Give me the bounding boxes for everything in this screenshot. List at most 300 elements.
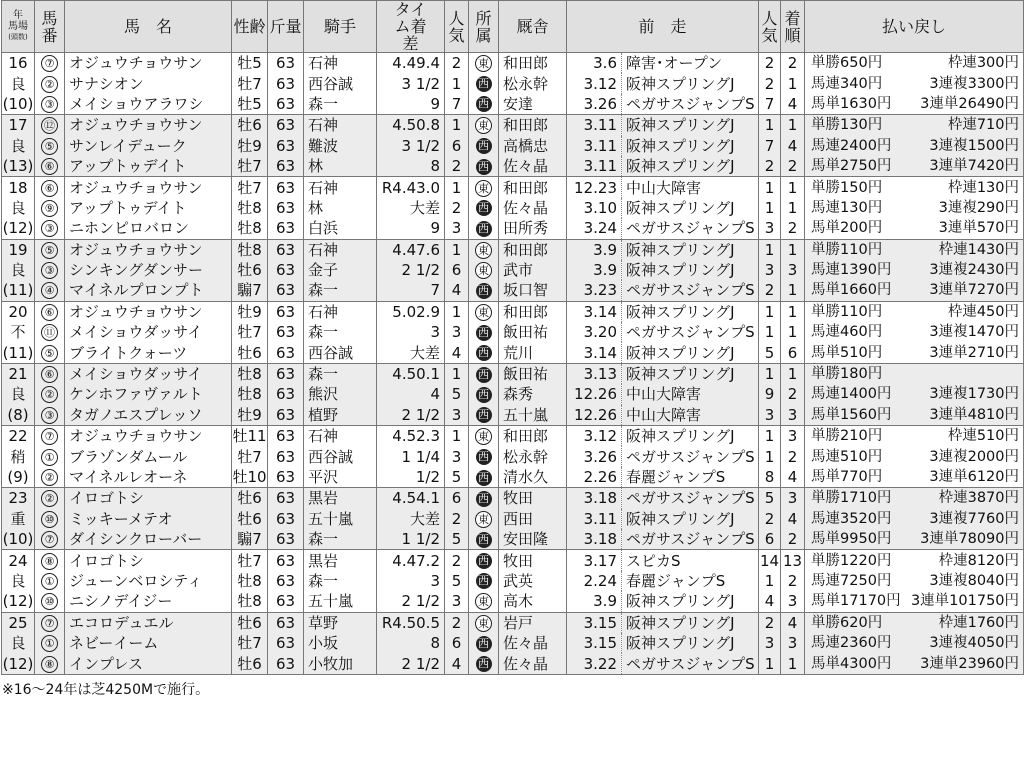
umaban-badge: ② xyxy=(41,386,58,403)
umaban-badge: ⑧ xyxy=(41,656,58,673)
stable: 佐々晶 xyxy=(499,156,567,177)
affiliation-cell xyxy=(469,384,499,404)
horse-name: サンレイデューク xyxy=(65,136,232,156)
popularity: 1 xyxy=(445,363,469,384)
time-margin: 4.52.3 xyxy=(377,426,445,447)
payout-cell xyxy=(805,156,1024,177)
payout-cell xyxy=(805,467,1024,488)
horse-name: ミッキーメテオ xyxy=(65,509,232,529)
prev-popularity: 5 xyxy=(759,488,781,509)
weight: 63 xyxy=(268,156,304,177)
horse-name: シンキングダンサー xyxy=(65,260,232,280)
umaban-badge: ⑥ xyxy=(41,304,58,321)
payout-primary: 単勝110円 xyxy=(811,303,883,320)
horse-name: アップトゥデイト xyxy=(65,156,232,177)
affiliation-cell xyxy=(469,177,499,198)
payout-secondary: 3連単570円 xyxy=(938,220,1020,237)
affiliation-badge: 西 xyxy=(476,138,492,154)
weight: 63 xyxy=(268,488,304,509)
prev-popularity: 2 xyxy=(759,73,781,93)
prev-date: 3.14 xyxy=(567,342,622,363)
weight: 63 xyxy=(268,280,304,301)
horse-name: ケンホファヴァルト xyxy=(65,384,232,404)
umaban-badge: ③ xyxy=(41,262,58,279)
payout-cell xyxy=(805,94,1024,115)
prev-date: 3.23 xyxy=(567,280,622,301)
prev-rank: 1 xyxy=(781,301,805,322)
affiliation-cell xyxy=(469,322,499,342)
weight: 63 xyxy=(268,53,304,74)
affiliation-badge: 西 xyxy=(476,387,492,403)
payout-secondary: 3連複1470円 xyxy=(929,324,1020,341)
table-row xyxy=(2,322,1024,342)
prev-race: 阪神スプリングJ xyxy=(622,73,759,93)
affiliation-badge: 東 xyxy=(475,615,492,632)
popularity: 7 xyxy=(445,94,469,115)
popularity: 1 xyxy=(445,177,469,198)
popularity: 3 xyxy=(445,591,469,612)
prev-popularity: 2 xyxy=(759,509,781,529)
weight: 63 xyxy=(268,653,304,674)
horse-name: ダイシンクローバー xyxy=(65,529,232,550)
payout-primary: 馬連3520円 xyxy=(811,510,892,527)
prev-rank: 1 xyxy=(781,653,805,674)
payout-cell xyxy=(805,218,1024,239)
race-year: 23 xyxy=(2,488,35,509)
table-row xyxy=(2,405,1024,426)
payout-primary: 馬連130円 xyxy=(811,199,883,216)
sex-age: 牡9 xyxy=(232,301,268,322)
weight: 63 xyxy=(268,115,304,136)
jockey: 石神 xyxy=(304,115,377,136)
weight: 63 xyxy=(268,384,304,404)
table-row xyxy=(2,73,1024,93)
affiliation-cell xyxy=(469,301,499,322)
prev-date: 3.11 xyxy=(583,509,617,528)
table-header xyxy=(2,1,1024,53)
horse-name: オジュウチョウサン xyxy=(65,301,232,322)
weight: 63 xyxy=(268,342,304,363)
umaban-badge: ② xyxy=(41,76,58,93)
affiliation-cell xyxy=(469,218,499,239)
prev-popularity: 7 xyxy=(759,136,781,156)
stable: 和田郎 xyxy=(499,301,567,322)
stable: 荒川 xyxy=(499,342,567,363)
prev-date: 3.9 xyxy=(593,261,617,280)
sex-age: 騸7 xyxy=(232,529,268,550)
affiliation-cell xyxy=(469,467,499,488)
stable: 安達 xyxy=(499,94,567,115)
sex-age: 牡8 xyxy=(232,363,268,384)
umaban-badge: ⑦ xyxy=(41,531,58,548)
race-track: 稍 xyxy=(2,446,35,466)
time-margin: R4.43.0 xyxy=(377,177,445,198)
payout-secondary: 枠連300円 xyxy=(947,55,1020,72)
results-table xyxy=(1,0,1024,675)
payout-primary: 馬単200円 xyxy=(811,220,883,237)
payout-cell xyxy=(805,53,1024,74)
prev-date: 3.9 xyxy=(593,240,617,259)
payout-secondary: 3連複1730円 xyxy=(929,386,1020,403)
umaban-cell xyxy=(35,136,65,156)
umaban-cell xyxy=(35,53,65,74)
prev-date: 12.26 xyxy=(567,405,622,426)
umaban-badge: ① xyxy=(41,573,58,590)
prev-race: 中山大障害 xyxy=(622,177,759,198)
stable: 松永幹 xyxy=(499,446,567,466)
umaban-cell xyxy=(35,218,65,239)
table-row xyxy=(2,653,1024,674)
payout-primary: 馬単9950円 xyxy=(811,531,892,548)
prev-race: 阪神スプリングJ xyxy=(622,136,759,156)
sex-age: 牡6 xyxy=(232,653,268,674)
prev-date: 3.20 xyxy=(583,323,617,342)
payout-primary: 馬単2750円 xyxy=(811,158,892,175)
affiliation-cell xyxy=(469,156,499,177)
race-count: (11) xyxy=(2,343,34,362)
horse-name: イロゴトシ xyxy=(65,550,232,571)
jockey: 林 xyxy=(304,156,377,177)
affiliation-cell xyxy=(469,342,499,363)
table-row xyxy=(2,198,1024,218)
payout-secondary: 枠連8120円 xyxy=(938,552,1020,569)
prev-race: 阪神スプリングJ xyxy=(622,426,759,447)
weight: 63 xyxy=(268,446,304,466)
popularity: 4 xyxy=(445,280,469,301)
footnote: ※16〜24年は芝4250Mで施行。 xyxy=(2,681,210,698)
jockey: 草野 xyxy=(304,612,377,633)
prev-race: 阪神スプリングJ xyxy=(622,301,759,322)
horse-name: メイショウダッサイ xyxy=(65,363,232,384)
header-payout: 払い戻し xyxy=(805,1,1024,53)
header-year: 年 馬場 (頭数) xyxy=(2,1,35,53)
umaban-badge: ⑥ xyxy=(41,366,58,383)
umaban-cell xyxy=(35,509,65,529)
jockey: 黒岩 xyxy=(304,488,377,509)
weight: 63 xyxy=(268,550,304,571)
sex-age: 牡8 xyxy=(232,591,268,612)
payout-primary: 単勝150円 xyxy=(811,179,883,196)
payout-cell xyxy=(805,550,1024,571)
race-year: 22 xyxy=(2,426,35,447)
payout-primary: 単勝210円 xyxy=(811,428,883,445)
prev-popularity: 1 xyxy=(759,177,781,198)
prev-popularity: 2 xyxy=(759,156,781,177)
affiliation-badge: 東 xyxy=(475,242,492,259)
prev-race: 中山大障害 xyxy=(622,384,759,404)
race-count: (12) xyxy=(2,654,34,673)
affiliation-badge: 西 xyxy=(476,96,492,112)
popularity: 2 xyxy=(445,509,469,529)
payout-cell xyxy=(805,405,1024,426)
payout-cell xyxy=(805,426,1024,447)
prev-popularity: 1 xyxy=(759,198,781,218)
popularity: 3 xyxy=(445,446,469,466)
sex-age: 騸7 xyxy=(232,280,268,301)
jockey: 小牧加 xyxy=(304,653,377,674)
time-margin: 4.50.8 xyxy=(377,115,445,136)
sex-age: 牡6 xyxy=(232,115,268,136)
table-row xyxy=(2,156,1024,177)
affiliation-badge: 西 xyxy=(476,656,492,672)
affiliation-badge: 西 xyxy=(476,470,492,486)
prev-rank: 1 xyxy=(781,363,805,384)
header-stable: 厩舎 xyxy=(499,1,567,53)
umaban-badge: ③ xyxy=(41,407,58,424)
affiliation-badge: 西 xyxy=(476,573,492,589)
race-year: 17 xyxy=(2,115,35,136)
jockey: 植野 xyxy=(304,405,377,426)
table-row xyxy=(2,571,1024,591)
stable: 和田郎 xyxy=(499,177,567,198)
umaban-badge: ⑧ xyxy=(41,553,58,570)
prev-date: 3.14 xyxy=(583,302,617,321)
weight: 63 xyxy=(268,218,304,239)
prev-date: 3.11 xyxy=(567,156,622,177)
affiliation-cell xyxy=(469,53,499,74)
time-margin: 1 1/2 xyxy=(377,529,445,550)
prev-date: 3.11 xyxy=(583,136,617,155)
header-horse: 馬 名 xyxy=(65,1,232,53)
race-count: (10) xyxy=(2,94,34,113)
weight: 63 xyxy=(268,136,304,156)
prev-race: 障害･オープン xyxy=(622,53,759,74)
prev-date: 3.26 xyxy=(583,447,617,466)
race-track: 重 xyxy=(2,509,35,529)
popularity: 2 xyxy=(445,156,469,177)
horse-name: アップトゥデイト xyxy=(65,198,232,218)
race-track: 良 xyxy=(2,571,35,591)
prev-race: ペガサスジャンプS xyxy=(622,322,759,342)
affiliation-cell xyxy=(469,529,499,550)
payout-primary: 馬連1390円 xyxy=(811,262,892,279)
umaban-cell xyxy=(35,198,65,218)
payout-cell xyxy=(805,239,1024,260)
payout-primary: 馬連1400円 xyxy=(811,386,892,403)
prev-popularity: 2 xyxy=(759,280,781,301)
payout-secondary: 3連複290円 xyxy=(938,199,1020,216)
horse-name: メイショウアラワシ xyxy=(65,94,232,115)
affiliation-badge: 西 xyxy=(476,636,492,652)
prev-popularity: 7 xyxy=(759,94,781,115)
jockey: 白浜 xyxy=(304,218,377,239)
affiliation-badge: 西 xyxy=(476,325,492,341)
umaban-cell xyxy=(35,342,65,363)
stable: 坂口智 xyxy=(499,280,567,301)
table-row xyxy=(2,94,1024,115)
horse-name: ブライトクォーツ xyxy=(65,342,232,363)
popularity: 2 xyxy=(445,198,469,218)
jockey: 五十嵐 xyxy=(304,591,377,612)
race-track: 良 xyxy=(2,198,35,218)
umaban-cell xyxy=(35,260,65,280)
race-count: (9) xyxy=(2,467,35,488)
jockey: 小坂 xyxy=(304,633,377,653)
prev-race: ペガサスジャンプS xyxy=(622,446,759,466)
stable: 武市 xyxy=(499,260,567,280)
jockey: 金子 xyxy=(304,260,377,280)
umaban-badge: ⑫ xyxy=(41,117,58,134)
affiliation-cell xyxy=(469,115,499,136)
race-year: 20 xyxy=(2,301,35,322)
prev-race: 中山大障害 xyxy=(622,405,759,426)
prev-rank: 1 xyxy=(781,198,805,218)
popularity: 2 xyxy=(445,612,469,633)
stable: 和田郎 xyxy=(499,115,567,136)
jockey: 森一 xyxy=(304,363,377,384)
umaban-badge: ⑤ xyxy=(41,242,58,259)
prev-rank: 3 xyxy=(781,591,805,612)
prev-rank: 3 xyxy=(781,633,805,653)
payout-secondary: 3連単101750円 xyxy=(910,593,1020,610)
header-weight: 斤量 xyxy=(268,1,304,53)
horse-name: ジューンベロシティ xyxy=(65,571,232,591)
prev-date: 3.18 xyxy=(583,489,617,508)
race-track: 良 xyxy=(2,136,35,156)
table-row xyxy=(2,384,1024,404)
payout-primary: 単勝180円 xyxy=(811,366,883,383)
prev-race: 阪神スプリングJ xyxy=(622,509,759,529)
payout-secondary: 3連複4050円 xyxy=(929,635,1020,652)
horse-name: インプレス xyxy=(65,653,232,674)
prev-date: 3.11 xyxy=(583,116,617,135)
payout-primary: 単勝110円 xyxy=(811,241,883,258)
jockey: 森一 xyxy=(304,571,377,591)
prev-race: ペガサスジャンプS xyxy=(622,218,759,239)
prev-date: 3.6 xyxy=(593,54,617,73)
sex-age: 牡8 xyxy=(232,571,268,591)
affiliation-cell xyxy=(469,363,499,384)
prev-popularity: 9 xyxy=(759,384,781,404)
sex-age: 牡7 xyxy=(232,73,268,93)
time-margin: 9 xyxy=(377,218,445,239)
weight: 63 xyxy=(268,73,304,93)
payout-cell xyxy=(805,591,1024,612)
umaban-cell xyxy=(35,177,65,198)
table-row xyxy=(2,509,1024,529)
umaban-badge: ⑩ xyxy=(41,511,58,528)
sex-age: 牡5 xyxy=(232,53,268,74)
jockey: 石神 xyxy=(304,53,377,74)
umaban-badge: ⑦ xyxy=(41,615,58,632)
popularity: 3 xyxy=(445,218,469,239)
prev-rank: 2 xyxy=(781,218,805,239)
jockey: 石神 xyxy=(304,239,377,260)
popularity: 1 xyxy=(445,301,469,322)
table-row xyxy=(2,280,1024,301)
sex-age: 牡8 xyxy=(232,218,268,239)
prev-rank: 1 xyxy=(781,73,805,93)
affiliation-badge: 西 xyxy=(476,283,492,299)
payout-cell xyxy=(805,342,1024,363)
prev-rank: 4 xyxy=(781,467,805,488)
prev-popularity: 1 xyxy=(759,446,781,466)
header-pop: 人気 xyxy=(445,1,469,53)
sex-age: 牡11 xyxy=(232,427,267,446)
stable: 武英 xyxy=(499,571,567,591)
umaban-cell xyxy=(35,115,65,136)
sex-age: 牡9 xyxy=(232,136,268,156)
payout-cell xyxy=(805,136,1024,156)
payout-cell xyxy=(805,198,1024,218)
weight: 63 xyxy=(268,301,304,322)
time-margin: 2 1/2 xyxy=(377,591,445,612)
stable: 飯田祐 xyxy=(499,363,567,384)
popularity: 5 xyxy=(445,384,469,404)
prev-rank: 2 xyxy=(781,571,805,591)
affiliation-badge: 西 xyxy=(476,491,492,507)
popularity: 4 xyxy=(445,653,469,674)
stable: 安田隆 xyxy=(499,529,567,550)
prev-date: 3.24 xyxy=(567,218,622,239)
race-year: 19 xyxy=(2,239,35,260)
popularity: 3 xyxy=(445,405,469,426)
time-margin: 4.54.1 xyxy=(377,488,445,509)
race-year: 16 xyxy=(2,53,35,74)
header-affil: 所属 xyxy=(469,1,499,53)
horse-name: イロゴトシ xyxy=(65,488,232,509)
affiliation-cell xyxy=(469,550,499,571)
popularity: 5 xyxy=(445,467,469,488)
time-margin: 8 xyxy=(377,633,445,653)
payout-cell xyxy=(805,509,1024,529)
table-row xyxy=(2,550,1024,571)
sex-age: 牡7 xyxy=(232,177,268,198)
prev-date: 2.26 xyxy=(567,467,622,488)
jockey: 森一 xyxy=(304,280,377,301)
stable: 高橋忠 xyxy=(499,136,567,156)
umaban-cell xyxy=(35,591,65,612)
stable: 松永幹 xyxy=(499,73,567,93)
umaban-cell xyxy=(35,426,65,447)
umaban-badge: ⑤ xyxy=(41,345,58,362)
sex-age: 牡6 xyxy=(232,260,268,280)
prev-rank: 4 xyxy=(781,612,805,633)
race-track: 不 xyxy=(2,322,35,342)
affiliation-badge: 西 xyxy=(476,159,492,175)
jockey: 西谷誠 xyxy=(304,73,377,93)
time-margin: 大差 xyxy=(377,198,445,218)
affiliation-badge: 西 xyxy=(476,553,492,569)
affiliation-cell xyxy=(469,591,499,612)
prev-date: 3.13 xyxy=(583,365,617,384)
umaban-badge: ② xyxy=(41,469,58,486)
horse-name: ネビーイーム xyxy=(65,633,232,653)
weight: 63 xyxy=(268,633,304,653)
weight: 63 xyxy=(268,467,304,488)
table-row xyxy=(2,363,1024,384)
prev-rank: 2 xyxy=(781,53,805,74)
prev-date: 2.24 xyxy=(583,571,617,590)
payout-secondary: 枠連3870円 xyxy=(938,490,1020,507)
umaban-badge: ③ xyxy=(41,220,58,237)
umaban-cell xyxy=(35,488,65,509)
affiliation-badge: 西 xyxy=(476,345,492,361)
affiliation-cell xyxy=(469,239,499,260)
prev-popularity: 6 xyxy=(759,529,781,550)
jockey: 西谷誠 xyxy=(304,446,377,466)
payout-secondary: 枠連450円 xyxy=(947,303,1020,320)
affiliation-badge: 東 xyxy=(475,511,492,528)
prev-date: 3.10 xyxy=(583,198,617,217)
race-count: (11) xyxy=(2,281,34,300)
prev-date: 3.18 xyxy=(567,529,622,550)
time-margin: 1/2 xyxy=(377,467,445,488)
prev-rank: 1 xyxy=(781,280,805,301)
jockey: 熊沢 xyxy=(304,384,377,404)
horse-name: オジュウチョウサン xyxy=(65,177,232,198)
prev-rank: 2 xyxy=(781,446,805,466)
